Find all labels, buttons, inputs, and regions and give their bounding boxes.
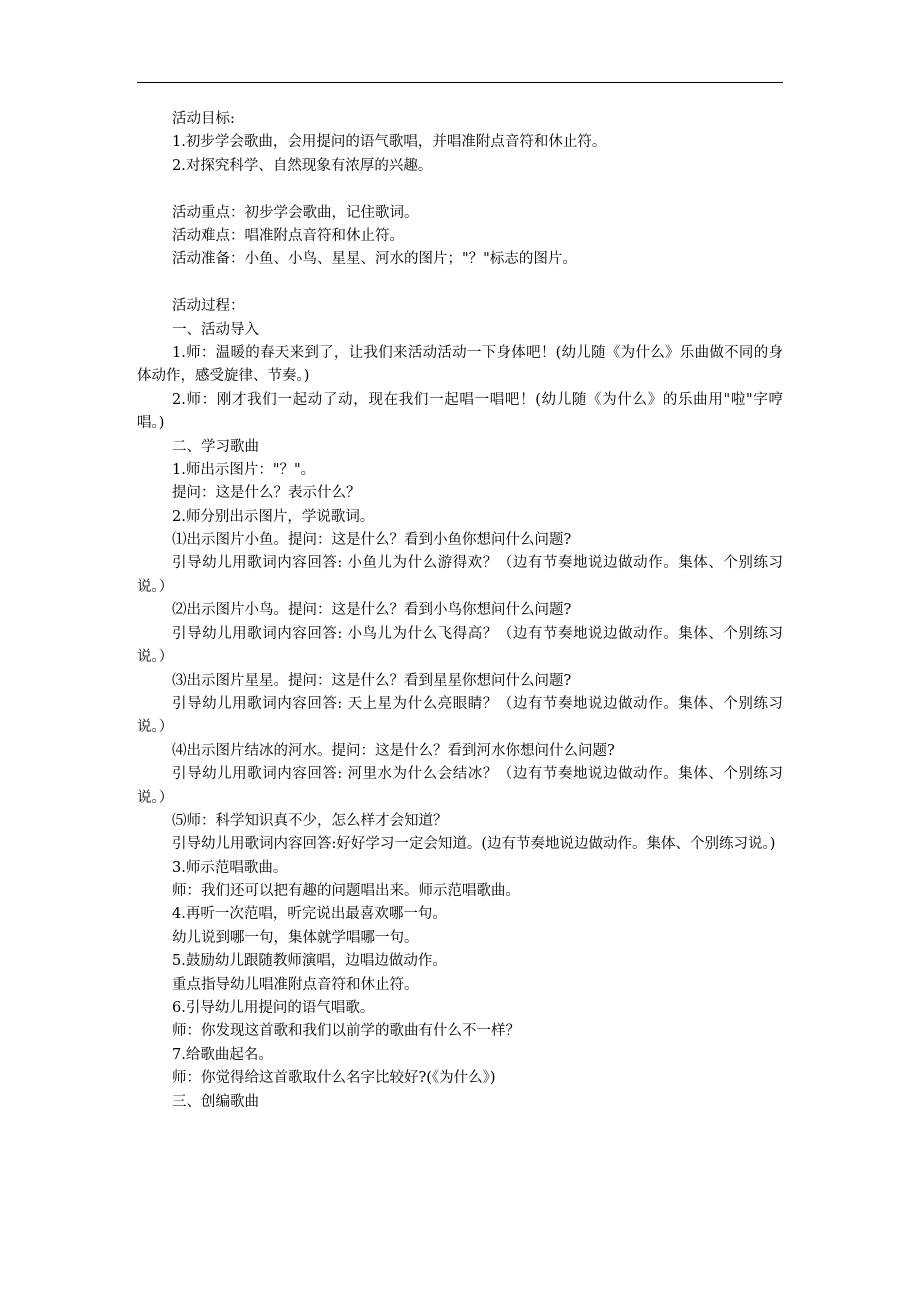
section-1-paragraph-1: 1.师：温暖的春天来到了，让我们来活动活动一下身体吧！(幼儿随《为什么》乐曲做不同的身体动作，感受旋律、节奏。): [137, 344, 783, 385]
spacer: [137, 178, 783, 201]
step-3-detail: 师：我们还可以把有趣的问题唱出来。师示范唱歌曲。: [172, 883, 520, 900]
item-4-question: ⑷出示图片结冰的河水。提问：这是什么？看到河水你想问什么问题?: [172, 742, 615, 759]
section-3-heading: 三、创编歌曲: [172, 1093, 259, 1110]
step-6: 6.引导幼儿用提问的语气唱歌。: [172, 1000, 375, 1017]
goals-heading: 活动目标:: [172, 111, 235, 127]
difficulty-line: 活动难点：唱准附点音符和休止符。: [172, 227, 404, 244]
spacer: [137, 272, 783, 295]
section-1-heading: 一、活动导入: [172, 321, 259, 338]
item-2-question: ⑵出示图片小鸟。提问：这是什么？看到小鸟你想问什么问题?: [172, 602, 572, 619]
step-5-detail: 重点指导幼儿唱准附点音符和休止符。: [172, 976, 419, 993]
goal-1: 1.初步学会歌曲，会用提问的语气歌唱，并唱准附点音符和休止符。: [172, 134, 607, 151]
step-3: 3.师示范唱歌曲。: [172, 859, 288, 876]
item-5-question: ⑸师：科学知识真不少，怎么样才会知道？: [172, 812, 448, 829]
focus-line: 活动重点：初步学会歌曲，记住歌词。: [172, 204, 419, 221]
item-4-answer: 引导幼儿用歌词内容回答: 河里水为什么会结冰？（边有节奏地说边做动作。集体、个别练习说。）: [137, 766, 783, 806]
item-5-answer: 引导幼儿用歌词内容回答:好好学习一定会知道。(边有节奏地说边做动作。集体、个别练习说。): [172, 836, 776, 853]
section-2-heading: 二、学习歌曲: [172, 438, 259, 455]
item-3-question: ⑶出示图片星星。提问：这是什么？看到星星你想问什么问题?: [172, 672, 572, 689]
step-4-detail: 幼儿说到哪一句，集体就学唱哪一句。: [172, 929, 419, 946]
step-6-detail: 师：你发现这首歌和我们以前学的歌曲有什么不一样？: [172, 1023, 520, 1040]
step-1: 1.师出示图片："？"。: [172, 461, 316, 478]
item-3-answer: 引导幼儿用歌词内容回答: 天上星为什么亮眼睛？（边有节奏地说边做动作。集体、个别练习说。）: [137, 695, 783, 736]
step-1-question: 提问：这是什么？表示什么？: [172, 485, 361, 502]
item-2-answer: 引导幼儿用歌词内容回答: 小鸟儿为什么飞得高？（边有节奏地说边做动作。集体、个别练习说。）: [137, 625, 783, 666]
item-1-answer: 引导幼儿用歌词内容回答: 小鱼儿为什么游得欢？（边有节奏地说边做动作。集体、个别练习说。）: [137, 555, 783, 595]
item-1-question: ⑴出示图片小鱼。提问：这是什么？看到小鱼你想问什么问题?: [172, 532, 572, 549]
section-1-paragraph-2: 2.师：刚才我们一起动了动，现在我们一起唱一唱吧！(幼儿随《为什么》的乐曲用"啦"字哼唱。): [137, 391, 783, 432]
step-5: 5.鼓励幼儿跟随教师演唱，边唱边做动作。: [172, 953, 447, 970]
step-7: 7.给歌曲起名。: [172, 1046, 273, 1063]
step-2: 2.师分别出示图片，学说歌词。: [172, 508, 375, 525]
preparation-line: 活动准备：小鱼、小鸟、星星、河水的图片；"？"标志的图片。: [172, 251, 577, 268]
goal-2: 2.对探究科学、自然现象有浓厚的兴趣。: [172, 157, 433, 174]
process-heading: 活动过程：: [172, 298, 245, 315]
step-4: 4.再听一次范唱，听完说出最喜欢哪一句。: [172, 906, 447, 923]
header-rule: [137, 82, 783, 83]
document-body: [137, 108, 783, 1114]
step-7-detail: 师：你觉得给这首歌取什么名字比较好?(《为什么》): [172, 1070, 496, 1087]
